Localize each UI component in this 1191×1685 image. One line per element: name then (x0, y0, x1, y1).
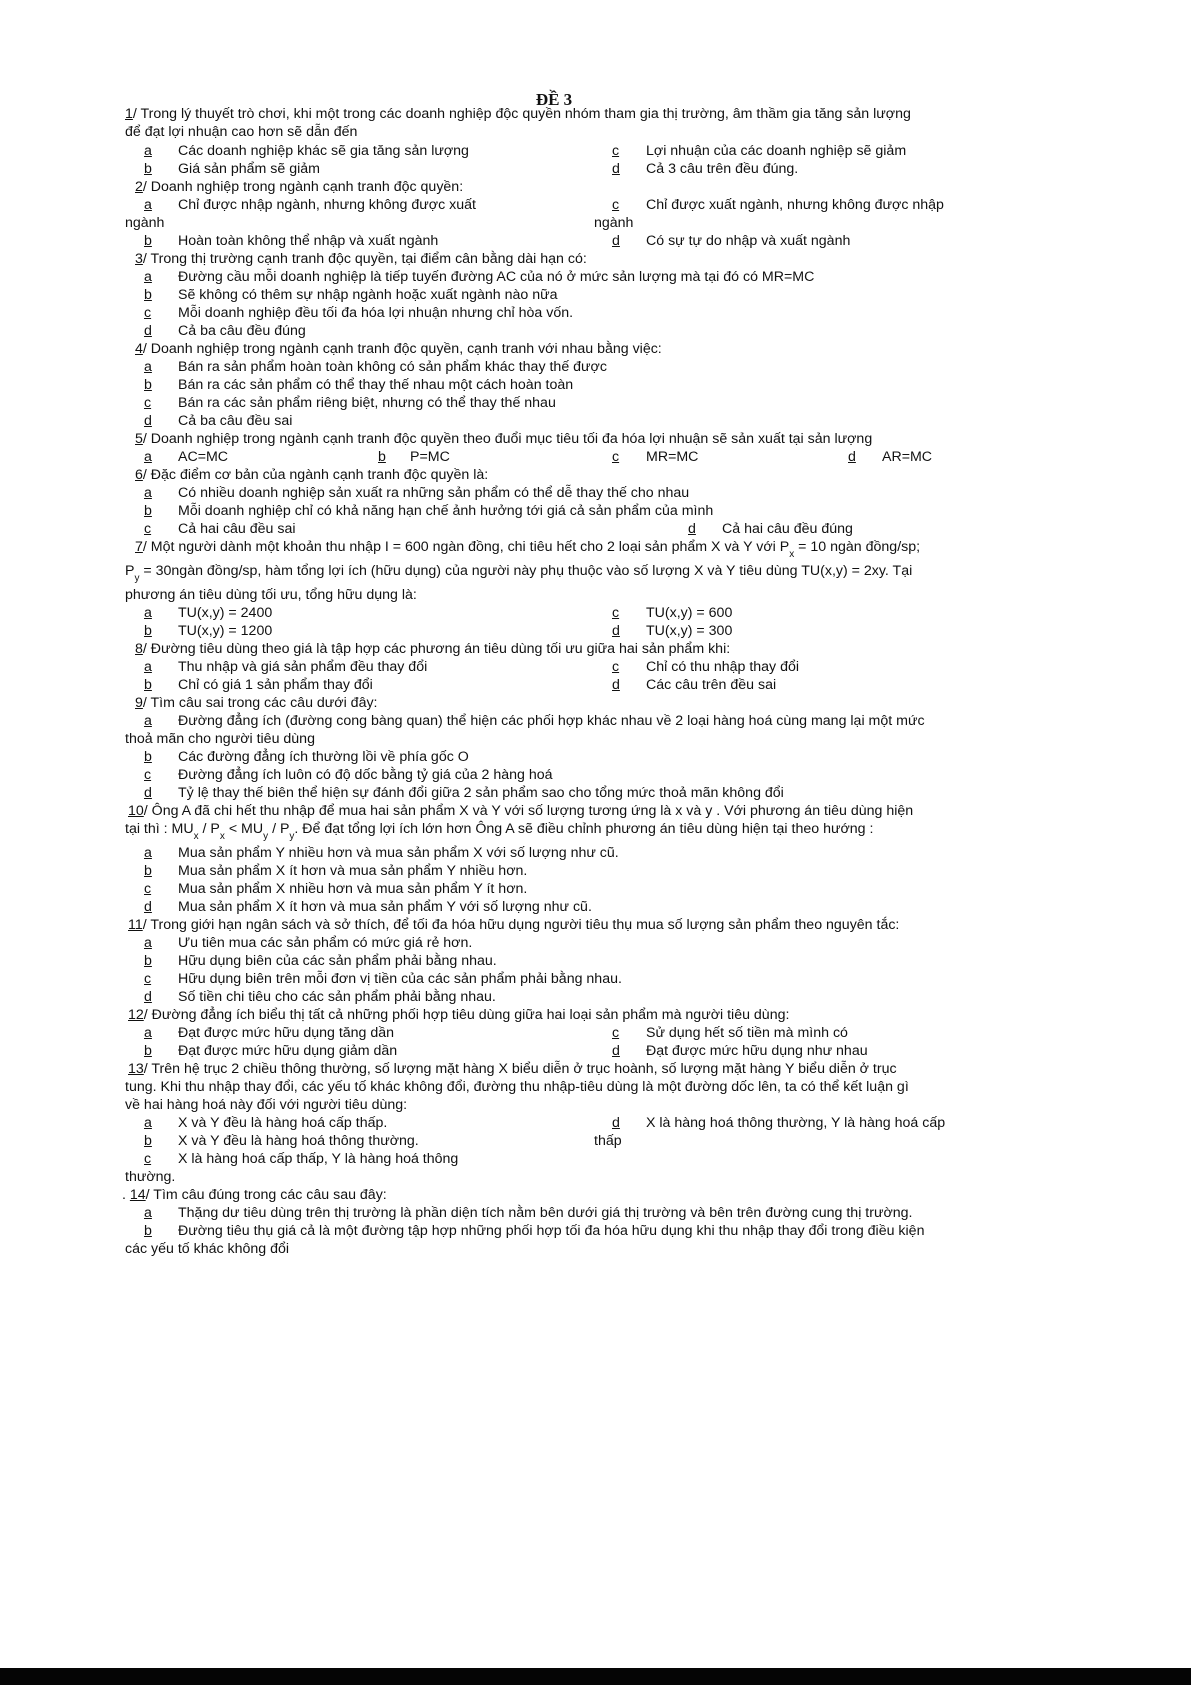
question-13-cont-2: về hai hàng hoá này đối với người tiêu dùng: (125, 1097, 408, 1113)
q4-option-a: a Bán ra sản phẩm hoàn toàn không có sản phẩm khác thay thế được (144, 359, 607, 375)
q11-option-b: b Hữu dụng biên của các sản phẩm phải bằng nhau. (144, 953, 497, 969)
q6-option-d: d Cả hai câu đều đúng (688, 521, 853, 537)
question-3: 3/ Trong thị trường cạnh tranh độc quyền, tại điểm cân bằng dài hạn có: (135, 251, 587, 267)
question-7-cont: $P_y$ = 30ngàn đồng/sp, hàm tổng lợi ích (hữu dụng) của người này phụ thuộc vào số lượng X và Y tiêu dùng TU(x,y) = 2xy. Tại (125, 563, 913, 584)
q6-option-c: c Cả hai câu đều sai (144, 521, 296, 537)
question-10-cont: tại thì : $MU_x / P_x < MU_y / P_y$. Để đạt tổng lợi ích lớn hơn Ông A sẽ điều chỉnh phương án tiêu dùng hiện tại theo hướng : (125, 821, 874, 842)
question-14: . 14/ Tìm câu đúng trong các câu sau đây: (122, 1187, 387, 1203)
q11-option-a: a Ưu tiên mua các sản phẩm có mức giá rẻ hơn. (144, 935, 473, 951)
q2-option-d: d Có sự tự do nhập và xuất ngành (612, 233, 851, 249)
q5-option-a: a AC=MC (144, 449, 229, 465)
q4-option-d: d Cả ba câu đều sai (144, 413, 293, 429)
question-1-cont: để đạt lợi nhuận cao hơn sẽ dẫn đến (125, 124, 358, 140)
q10-option-a: a Mua sản phẩm Y nhiều hơn và mua sản phẩm X với số lượng như cũ. (144, 845, 619, 861)
q2-option-b: b Hoàn toàn không thể nhập và xuất ngành (144, 233, 439, 249)
q5-option-c: c MR=MC (612, 449, 699, 465)
q14-option-b-cont: các yếu tố khác không đổi (125, 1241, 290, 1257)
question-7: 7/ Một người dành một khoản thu nhập I = 600 ngàn đồng, chi tiêu hết cho 2 loại sản phẩm X và Y với $P_x = 10$ ngàn đồng/sp; (135, 539, 921, 560)
q12-option-a: a Đạt được mức hữu dụng tăng dần (144, 1025, 395, 1041)
question-10: 10/ Ông A đã chi hết thu nhập để mua hai sản phẩm X và Y với số lượng tương ứng là x và y . Với phương án tiêu dùng hiện (128, 803, 914, 819)
q3-option-c: c Mỗi doanh nghiệp đều tối đa hóa lợi nhuận nhưng chỉ hòa vốn. (144, 305, 574, 321)
q13-option-d-cont: thấp (594, 1133, 622, 1149)
q10-option-c: c Mua sản phẩm X nhiều hơn và mua sản phẩm Y ít hơn. (144, 881, 528, 897)
q11-option-d: d Số tiền chi tiêu cho các sản phẩm phải bằng nhau. (144, 989, 496, 1005)
page-bottom-edge (0, 1668, 1191, 1685)
q4-option-b: b Bán ra các sản phẩm có thể thay thế nhau một cách hoàn toàn (144, 377, 574, 393)
q7-option-a: a TU(x,y) = 2400 (144, 605, 273, 621)
question-2: 2/ Doanh nghiệp trong ngành cạnh tranh độc quyền: (135, 179, 464, 195)
question-13: 13/ Trên hệ trục 2 chiều thông thường, số lượng mặt hàng X biểu diễn ở trục hoành, số lượng mặt hàng Y biểu diễn ở trục (128, 1061, 897, 1077)
question-13-cont: tung. Khi thu nhập thay đổi, các yếu tố khác không đổi, đường thu nhập-tiêu dùng là một đường dốc lên, ta có thể kết luận gì (125, 1079, 909, 1095)
exam-title: ĐỀ 3 (535, 90, 573, 109)
q9-option-a: a Đường đẳng ích (đường cong bàng quan) thể hiện các phối hợp khác nhau về 2 loại hàng hoá cùng mang lại một mức (144, 713, 925, 729)
q9-option-c: c Đường đẳng ích luôn có độ dốc bằng tỷ giá của 2 hàng hoá (144, 767, 553, 783)
question-1: 1/ Trong lý thuyết trò chơi, khi một trong các doanh nghiệp độc quyền nhóm tham gia thị trường, âm thầm gia tăng sản lượng (125, 106, 911, 122)
q10-option-d: d Mua sản phẩm X ít hơn và mua sản phẩm Y với số lượng như cũ. (144, 899, 592, 915)
q13-option-d: d X là hàng hoá thông thường, Y là hàng hoá cấp (612, 1115, 946, 1131)
q12-option-b: b Đạt được mức hữu dụng giảm dần (144, 1043, 398, 1059)
q2-option-a-cont: ngành (125, 215, 165, 231)
q7-option-b: b TU(x,y) = 1200 (144, 623, 273, 639)
question-11: 11/ Trong giới hạn ngân sách và sở thích, để tối đa hóa hữu dụng người tiêu thụ mua số lượng sản phẩm theo nguyên tắc: (128, 917, 900, 933)
q8-option-d: d Các câu trên đều sai (612, 677, 777, 693)
q9-option-a-cont: thoả mãn cho người tiêu dùng (125, 731, 315, 747)
q5-option-b: b P=MC (378, 449, 450, 465)
q9-option-d: d Tỷ lệ thay thế biên thể hiện sự đánh đổi giữa 2 sản phẩm sao cho tổng mức thoả mãn không đổi (144, 785, 784, 801)
question-number: 1 (125, 106, 133, 122)
q9-option-b: b Các đường đẳng ích thường lồi về phía gốc O (144, 749, 469, 765)
q1-option-d: d Cả 3 câu trên đều đúng. (612, 161, 799, 177)
q2-option-c: c Chỉ được xuất ngành, nhưng không được nhập (612, 197, 944, 213)
q2-option-c-cont: ngành (594, 215, 634, 231)
question-4: 4/ Doanh nghiệp trong ngành cạnh tranh độc quyền, cạnh tranh với nhau bằng việc: (135, 341, 662, 357)
q6-option-b: b Mỗi doanh nghiệp chỉ có khả năng hạn chế ảnh hưởng tới giá cả sản phẩm của mình (144, 503, 714, 519)
q6-option-a: a Có nhiều doanh nghiệp sản xuất ra những sản phẩm có thể dễ thay thế cho nhau (144, 485, 690, 501)
q13-option-b: b X và Y đều là hàng hoá thông thường. (144, 1133, 419, 1149)
question-9: 9/ Tìm câu sai trong các câu dưới đây: (135, 695, 378, 711)
q12-option-c: c Sử dụng hết số tiền mà mình có (612, 1025, 848, 1041)
q1-option-b: b Giá sản phẩm sẽ giảm (144, 161, 320, 177)
question-5: 5/ Doanh nghiệp trong ngành cạnh tranh độc quyền theo đuổi mục tiêu tối đa hóa lợi nhuận sẽ sản xuất tại sản lượng (135, 431, 873, 447)
q8-option-c: c Chỉ có thu nhập thay đổi (612, 659, 800, 675)
q11-option-c: c Hữu dụng biên trên mỗi đơn vị tiền của các sản phẩm phải bằng nhau. (144, 971, 622, 987)
q7-option-c: c TU(x,y) = 600 (612, 605, 733, 621)
question-12: 12/ Đường đẳng ích biểu thị tất cả những phối hợp tiêu dùng giữa hai loại sản phẩm mà người tiêu dùng: (128, 1007, 790, 1023)
q3-option-d: d Cả ba câu đều đúng (144, 323, 306, 339)
q5-option-d: d AR=MC (848, 449, 933, 465)
q8-option-b: b Chỉ có giá 1 sản phẩm thay đổi (144, 677, 373, 693)
q14-option-a: a Thặng dư tiêu dùng trên thị trường là phần diện tích nằm bên dưới giá thị trường và bên trên đường cung thị trường. (144, 1205, 913, 1221)
q1-option-c: c Lợi nhuận của các doanh nghiệp sẽ giảm (612, 143, 907, 159)
q13-option-c-cont: thường. (125, 1169, 176, 1185)
q1-option-a: a Các doanh nghiệp khác sẽ gia tăng sản lượng (144, 143, 469, 159)
q3-option-b: b Sẽ không có thêm sự nhập ngành hoặc xuất ngành nào nữa (144, 287, 558, 303)
question-8: 8/ Đường tiêu dùng theo giá là tập hợp các phương án tiêu dùng tối ưu giữa hai sản phẩm khi: (135, 641, 731, 657)
question-6: 6/ Đặc điểm cơ bản của ngành cạnh tranh độc quyền là: (135, 467, 489, 483)
q2-option-a: a Chỉ được nhập ngành, nhưng không được xuất (144, 197, 476, 213)
q7-option-d: d TU(x,y) = 300 (612, 623, 733, 639)
q14-option-b: b Đường tiêu thụ giá cả là một đường tập hợp những phối hợp tối đa hóa hữu dụng khi thu nhập thay đổi trong điều kiện (144, 1223, 925, 1239)
q3-option-a: a Đường cầu mỗi doanh nghiệp là tiếp tuyến đường AC của nó ở mức sản lượng mà tại đó có MR=MC (144, 269, 815, 285)
q10-option-b: b Mua sản phẩm X ít hơn và mua sản phẩm Y nhiều hơn. (144, 863, 528, 879)
q4-option-c: c Bán ra các sản phẩm riêng biệt, nhưng có thể thay thế nhau (144, 395, 556, 411)
q8-option-a: a Thu nhập và giá sản phẩm đều thay đổi (144, 659, 428, 675)
q12-option-d: d Đạt được mức hữu dụng như nhau (612, 1043, 868, 1059)
question-7-cont-2: phương án tiêu dùng tối ưu, tổng hữu dụng là: (125, 587, 417, 603)
q13-option-a: a X và Y đều là hàng hoá cấp thấp. (144, 1115, 388, 1131)
q13-option-c: c X là hàng hoá cấp thấp, Y là hàng hoá thông (144, 1151, 459, 1167)
